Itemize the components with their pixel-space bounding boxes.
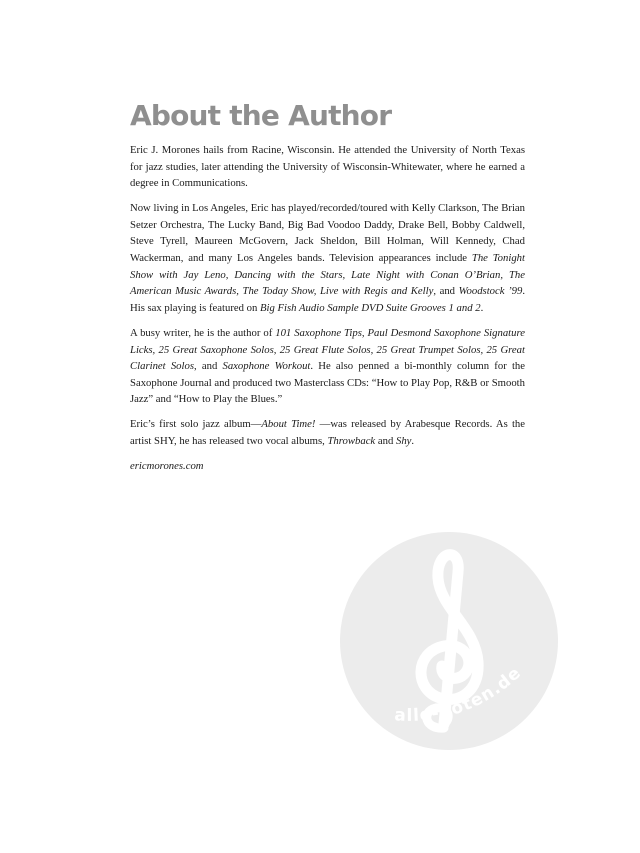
bio-paragraph-writing [130,325,525,408]
album-title-throwback: Throwback [327,435,376,447]
author-website: ericmorones.com [130,460,204,473]
bio-text: , and [193,360,223,373]
bio-paragraph-career [130,200,525,316]
treble-clef-icon [340,532,558,750]
album-title-about-time: About Time! [261,418,316,431]
bio-text: . [411,435,415,447]
bio-text: Now living in Los Angeles, Eric has played/recorded/toured with Kelly Clarkson, The Brian Setzer Orchestra, The Lucky Band, Big Bad Voodoo Daddy, Drake Bell, Bobby Caldwell, Steve Tyrell, Maureen McGovern, Jack Sheldon, Bill Holman, Will Kennedy, Chad Wackerman, and many Los Angeles bands. Television appearances include [130,202,525,265]
bio-text: . [480,301,484,314]
tv-appearances: The Tonight Show with Jay Leno, Dancing with the Stars, Late Night with Conan O’Brian, The American Music Awards, The Today Show, Live with Regis and Kelly [130,252,525,298]
tv-appearance-woodstock: Woodstock ’99 [458,285,523,298]
bio-text: . He also penned a bi-monthly column for the Saxophone Journal and produced two Masterclass CDs: “How to Play Pop, R&B or Smooth Jazz” and “How to Play the Blues.” [130,360,525,406]
bio-text: , and [433,285,459,298]
watermark [340,532,558,750]
author-bio [130,98,525,474]
page-title: About the Author [130,99,392,132]
bio-text: and [375,435,396,447]
bio-text: —was released by Arabesque Records. As the artist SHY, he has released two vocal albums, [130,418,526,447]
bio-paragraph-origin [130,142,525,192]
watermark-text: alle-noten.de [393,662,526,726]
bio-text: Eric’s first solo jazz album— [130,418,262,431]
bio-text: Eric J. Morones hails from Racine, Wisconsin. He attended the University of North Texas for jazz studies, later attending the University of Wisconsin-Whitewater, where he earned a degree in Communications. [130,144,525,190]
bio-text: . His sax playing is featured on [130,285,525,314]
bio-text: A busy writer, he is the author of [130,326,276,339]
bio-paragraph-albums [130,416,525,449]
book-title-workout: Saxophone Workout [222,360,311,373]
featured-product: Big Fish Audio Sample DVD Suite Grooves 1 and 2 [260,301,481,314]
book-titles: 101 Saxophone Tips, Paul Desmond Saxophone Signature Licks, 25 Great Saxophone Solos, 25 Great Flute Solos, 25 Great Trumpet Solos, 25 Great Clarinet Solos [130,326,525,373]
album-title-shy: Shy [395,435,412,447]
